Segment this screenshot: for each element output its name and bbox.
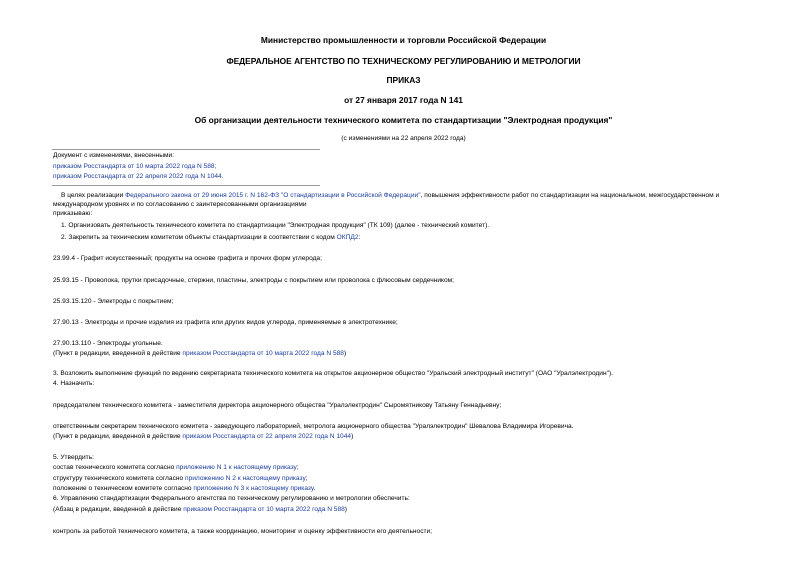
- amendment-note-2: [53, 433, 353, 441]
- appendix-2-link[interactable]: приложению N 2 к настоящему приказу: [185, 475, 306, 482]
- code-item: 27.90.13.110 - Электроды угольные.: [53, 340, 163, 347]
- appendix-3-link[interactable]: приложению N 3 к настоящему приказу: [193, 485, 314, 492]
- preamble-line-1: [61, 192, 719, 200]
- revision-note: (с изменениями на 22 апреля 2022 года): [341, 135, 466, 142]
- ministry-heading: Министерство промышленности и торговли Российской Федерации: [260, 35, 547, 45]
- note-link-588[interactable]: приказом Росстандарта от 10 марта 2022 года N 588: [182, 350, 344, 357]
- preamble-text-a: В целях реализации: [61, 192, 126, 199]
- change-link-588[interactable]: приказом Росстандарта от 10 марта 2022 года N 588;: [53, 163, 217, 170]
- note-text: (Абзац в редакции, введенной в действие: [53, 506, 184, 513]
- code-item: 27.90.13 - Электроды и прочие изделия из графита или других видов углерода, применяемые в электротехнике;: [53, 319, 398, 326]
- changes-rule-bottom: [52, 185, 320, 186]
- code-item: 25.93.15 - Проволока, прутки присадочные, стержни, пластины, электроды с покрытием или проволока с флюсовым сердечником;: [53, 277, 454, 284]
- item-2-text: 2. Закрепить за техническим комитетом объекты стандартизации в соответствии с кодом: [61, 234, 337, 241]
- approve-text: структуру технического комитета согласно: [53, 475, 186, 482]
- approve-item: [53, 485, 315, 493]
- control-duty: контроль за работой технического комитета, а также координацию, мониторинг и оценку эффективности его деятельности;: [53, 528, 433, 535]
- amendment-note-3: [53, 506, 347, 514]
- change-link-1044[interactable]: приказом Росстандарта от 22 апреля 2022 года N 1044.: [53, 173, 224, 180]
- document-title: Об организации деятельности технического комитета по стандартизации "Электродная продукция": [194, 115, 613, 125]
- doc-type-heading: ПРИКАЗ: [386, 75, 421, 85]
- approve-end: ;: [296, 464, 299, 471]
- item-2: [61, 234, 360, 242]
- code-item: 25.93.15.120 - Электроды с покрытием;: [53, 298, 174, 305]
- code-item: 23.99.4 - Графит искусственный; продукты на основе графита и прочих форм углерода;: [53, 255, 322, 262]
- changes-intro: Документ с изменениями, внесенными:: [53, 152, 175, 159]
- secretary-appointment: ответственным секретарем технического комитета - заведующего лабораторией, метролога акционерного общества "Уралэлектродин" Шевалова Владимира Игоревича.: [53, 423, 574, 430]
- approve-item: [53, 464, 299, 472]
- note-link-1044[interactable]: приказом Росстандарта от 22 апреля 2022 года N 1044: [182, 433, 352, 440]
- item-2-colon: :: [358, 234, 361, 241]
- approve-end: ;: [305, 475, 308, 482]
- note-close: ): [351, 433, 354, 440]
- note-close: ): [344, 506, 347, 513]
- note-close: ): [343, 350, 347, 357]
- okpd2-link[interactable]: ОКПД2: [336, 234, 359, 241]
- federal-law-link[interactable]: Федерального закона от 29 июня 2015 г. N 162-ФЗ "О стандартизации в Российской Федерации": [125, 192, 421, 199]
- preamble-line-2: международном уровнях и по согласованию с заинтересованными организациями: [53, 201, 307, 208]
- item-5: 5. Утвердить:: [53, 454, 94, 461]
- changes-rule-top: [52, 149, 320, 150]
- approve-text: состав технического комитета согласно: [53, 464, 177, 471]
- agency-heading: ФЕДЕРАЛЬНОЕ АГЕНТСТВО ПО ТЕХНИЧЕСКОМУ РЕГУЛИРОВАНИЮ И МЕТРОЛОГИИ: [226, 56, 581, 66]
- item-4: 4. Назначить:: [53, 380, 95, 387]
- approve-item: [53, 475, 308, 483]
- chairman-appointment: председателем технического комитета - заместителя директора акционерного общества "Уралэлектродин" Сыромятникову Татьяну Геннадьевну;: [53, 402, 502, 409]
- note-link-588[interactable]: приказом Росстандарта от 10 марта 2022 года N 588: [183, 506, 345, 513]
- item-1: 1. Организовать деятельность технического комитета по стандартизации "Электродная продукция" (ТК 109) (далее - технический комитет).: [61, 222, 490, 229]
- order-word: приказываю:: [53, 210, 93, 217]
- date-number-heading: от 27 января 2017 года N 141: [344, 95, 463, 105]
- item-3: 3. Возложить выполнение функций по ведению секретариата технического комитета на открытое акционерное общество "Уральский электродный институт" (ОАО "Уралэлектродин").: [53, 370, 614, 377]
- note-text: (Пункт в редакции, введенной в действие: [53, 433, 183, 440]
- item-6: 6. Управлению стандартизации Федерального агентства по техническому регулированию и метрологии обеспечить:: [53, 495, 410, 502]
- approve-text: положение о техническом комитете согласно: [53, 485, 194, 492]
- approve-end: .: [313, 485, 316, 492]
- note-text: (Пункт в редакции, введенной в действие: [53, 350, 183, 357]
- preamble-text-b: , повышения эффективности работ по стандартизации на национальном, межгосударственном и: [420, 192, 720, 199]
- amendment-note-1: [53, 350, 346, 358]
- appendix-1-link[interactable]: приложению N 1 к настоящему приказу: [176, 464, 297, 471]
